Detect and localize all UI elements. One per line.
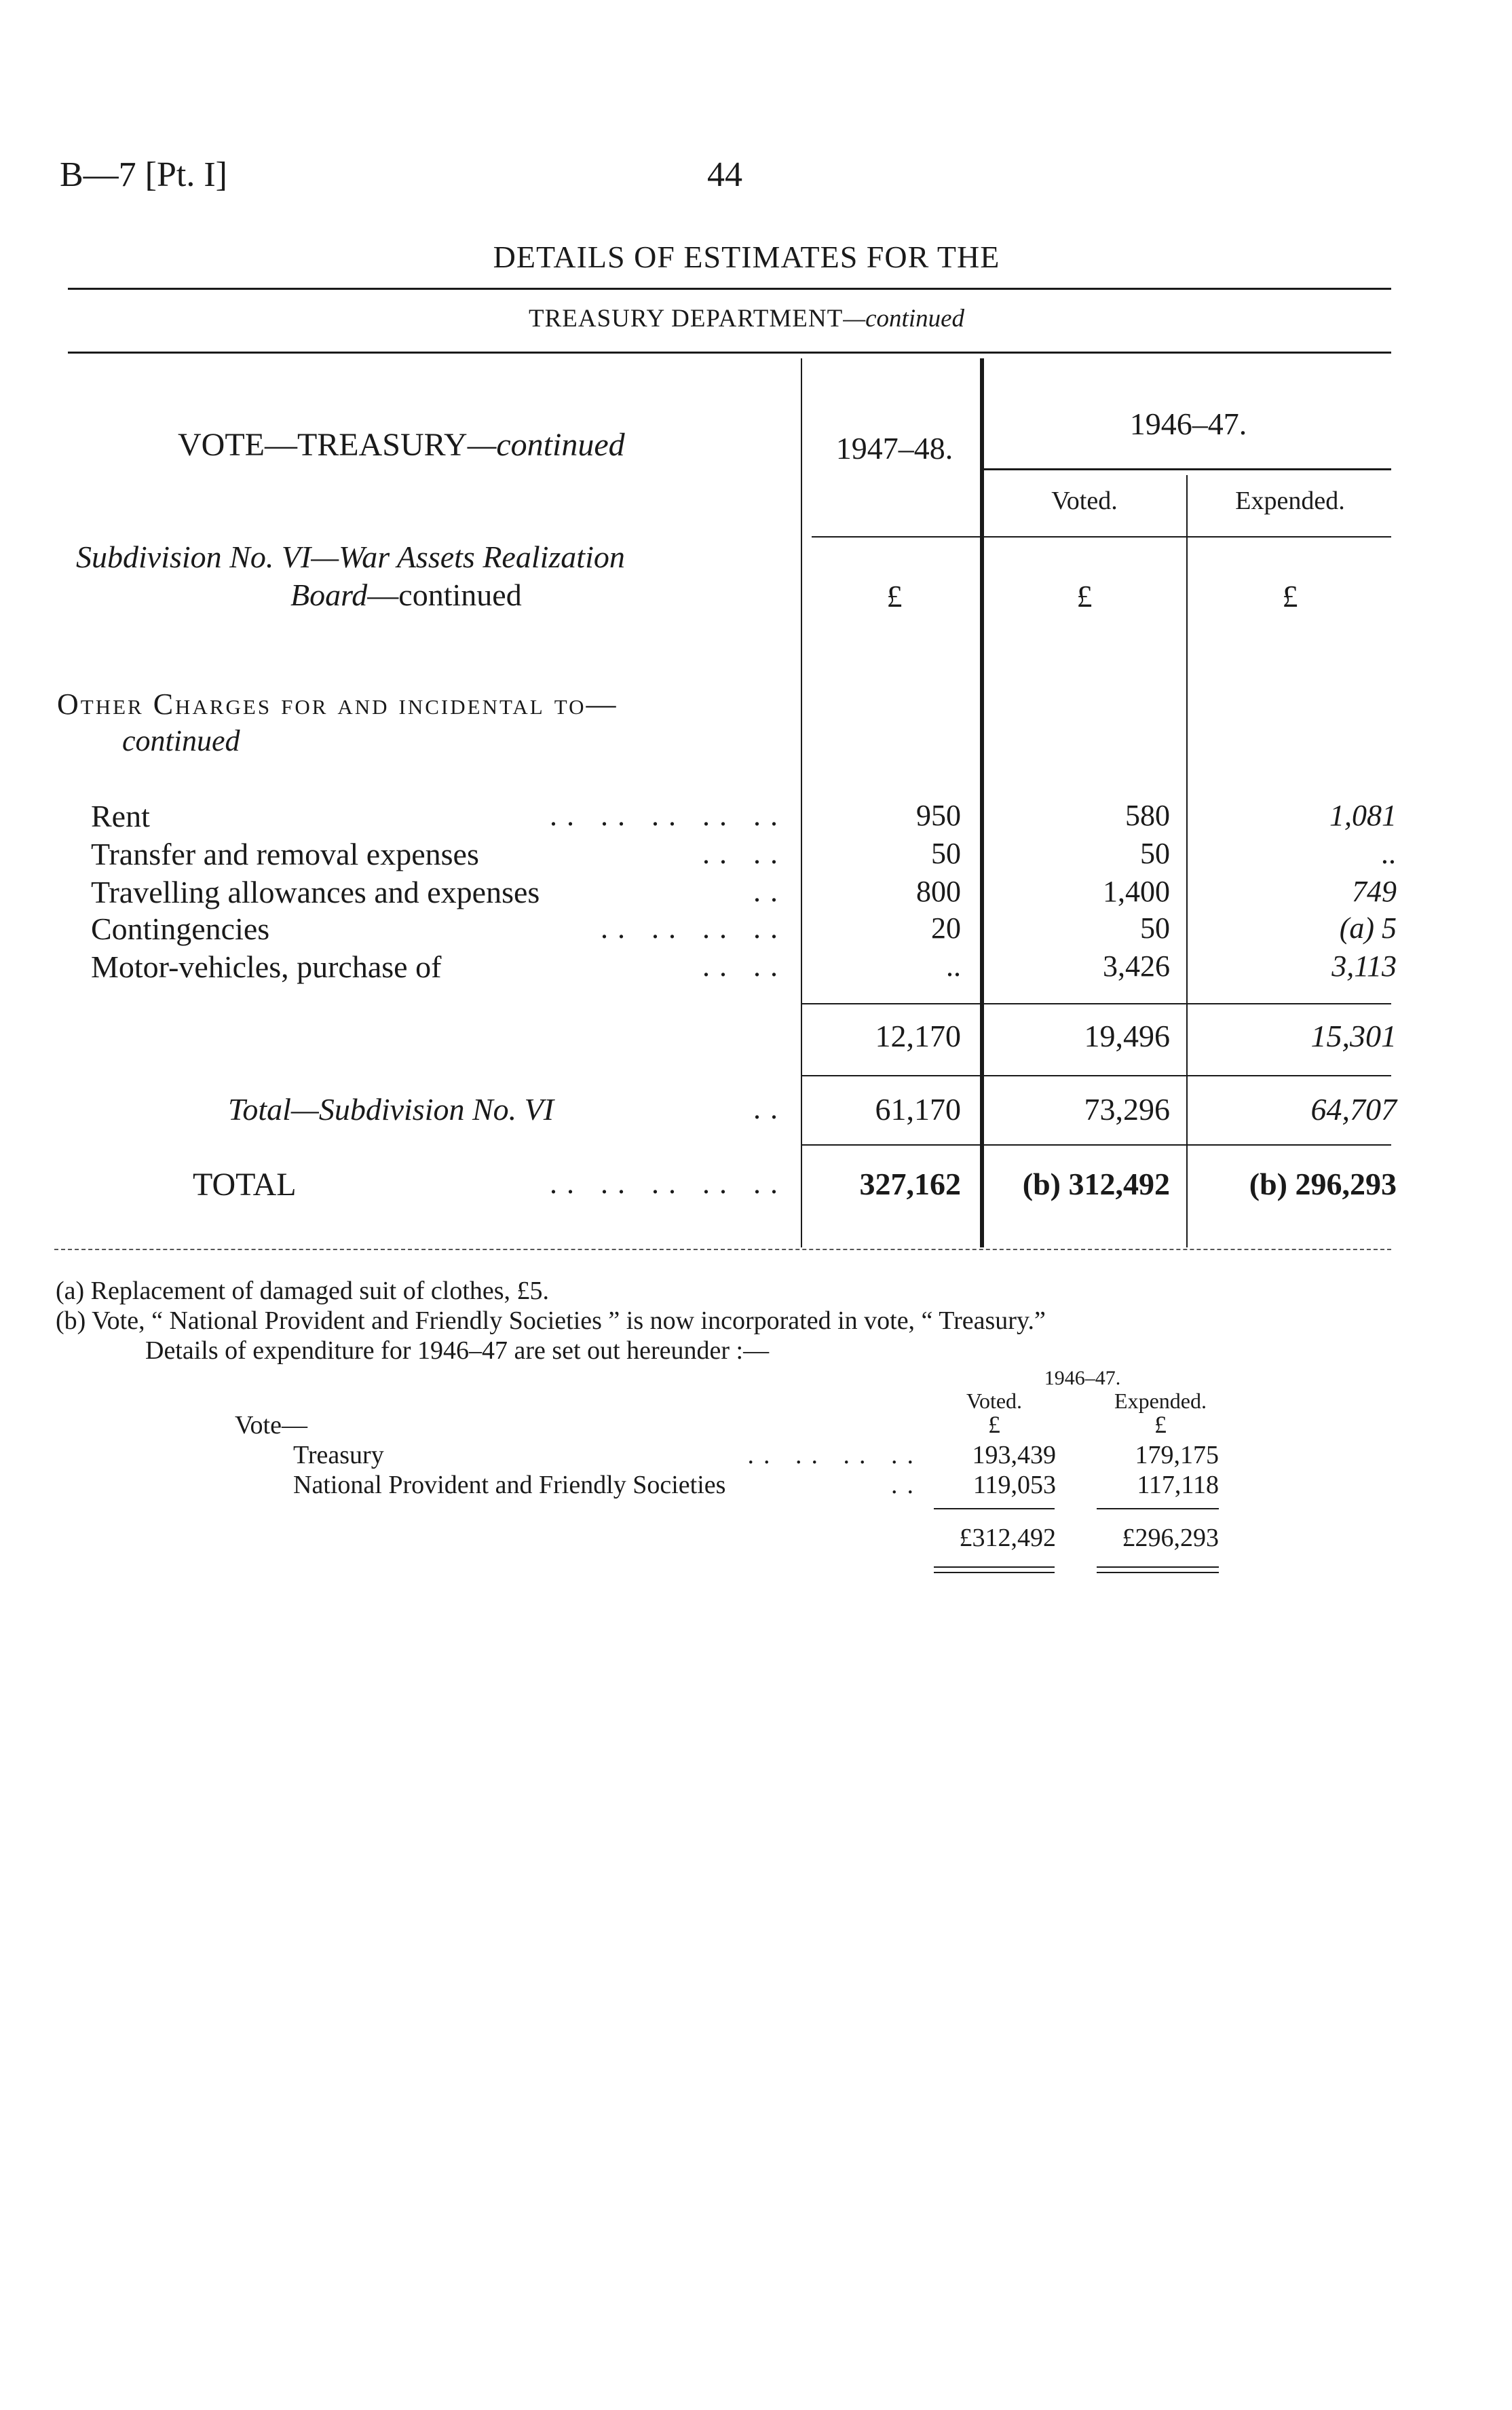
title-rule <box>68 288 1391 290</box>
row-leader: .. .. <box>702 949 787 983</box>
currency-1947: £ <box>886 579 903 614</box>
value-1947: 20 <box>931 911 961 945</box>
subtotal-rule <box>802 1003 1391 1004</box>
row-label: Treasury <box>293 1441 384 1469</box>
table-bottom-rule <box>54 1249 1391 1250</box>
subdivision-heading: Subdivision No. VI—War Assets Realization <box>76 540 625 574</box>
value-1947: .. <box>946 949 961 983</box>
other-charges-cont: continued <box>122 724 240 757</box>
value-voted: 3,426 <box>1103 949 1170 983</box>
row-leader: .. .. .. .. .. <box>550 1167 787 1200</box>
row-label: Total—Subdivision No. VI <box>228 1092 554 1127</box>
subtable-total-expended: £296,293 <box>1122 1524 1219 1552</box>
column-header-expended: Expended. <box>1235 487 1345 515</box>
row-leader: .. .. .. .. .. <box>550 799 787 832</box>
value-1947: 950 <box>916 799 961 832</box>
value-1947: 800 <box>916 875 961 908</box>
subtotal-expended: 15,301 <box>1310 1019 1397 1053</box>
subdivision-heading-cont: Board—continued <box>290 578 522 612</box>
subtable-currency-expended: £ <box>1154 1411 1167 1438</box>
subtable-double-rule-expended-2 <box>1097 1572 1219 1573</box>
department-subtitle: TREASURY DEPARTMENT—continued <box>528 305 965 333</box>
currency-expended: £ <box>1282 579 1298 614</box>
subtable-expended-header: Expended. <box>1114 1389 1207 1413</box>
value-1947: 50 <box>931 837 961 870</box>
total-sub-expended: 64,707 <box>1310 1092 1397 1127</box>
currency-voted: £ <box>1076 579 1093 614</box>
row-label: Motor-vehicles, purchase of <box>91 949 442 984</box>
subtable-year: 1946–47. <box>1044 1367 1121 1389</box>
subtable-vote-label: Vote— <box>235 1411 307 1439</box>
column-header-1946-47: 1946–47. <box>1129 407 1247 441</box>
footnote-a: (a) Replacement of damaged suit of clothes, £5. <box>56 1277 550 1305</box>
row-label: Travelling allowances and expenses <box>91 875 540 909</box>
value-voted: 50 <box>1140 837 1170 870</box>
table-divider-label <box>801 358 802 1247</box>
value-expended: 179,175 <box>1135 1441 1219 1469</box>
row-label: Rent <box>91 799 150 833</box>
value-expended: 749 <box>1352 875 1397 908</box>
grand-total-rule <box>802 1144 1391 1146</box>
total-expended: (b) 296,293 <box>1249 1167 1397 1201</box>
value-expended: .. <box>1382 837 1397 870</box>
row-leader: .. <box>891 1471 923 1499</box>
header-rule-1946 <box>980 468 1391 470</box>
other-charges-heading: Other Charges for and incidental to— <box>57 688 618 721</box>
row-label: TOTAL <box>193 1167 297 1203</box>
value-expended: 117,118 <box>1137 1471 1219 1499</box>
subtable-double-rule-voted-1 <box>934 1566 1055 1568</box>
value-voted: 580 <box>1125 799 1170 832</box>
subtable-total-voted: £312,492 <box>959 1524 1056 1552</box>
value-expended: 3,113 <box>1331 949 1397 983</box>
subtable-rule-voted <box>934 1508 1055 1509</box>
subtotal-voted: 19,496 <box>1084 1019 1170 1053</box>
column-header-voted: Voted. <box>1051 487 1118 515</box>
subtable-double-rule-expended-1 <box>1097 1566 1219 1568</box>
subtotal-1947: 12,170 <box>875 1019 961 1053</box>
value-expended: 1,081 <box>1329 799 1397 832</box>
page-title: DETAILS OF ESTIMATES FOR THE <box>493 240 1000 274</box>
row-leader: .. .. .. .. <box>747 1441 923 1469</box>
total-sub-1947: 61,170 <box>875 1092 961 1127</box>
table-divider-voted <box>1186 475 1188 1247</box>
footnote-b: (b) Vote, “ National Provident and Friendly Societies ” is now incorporated in vote, “ Treasury.” <box>56 1306 1046 1335</box>
page-number: 44 <box>707 155 742 194</box>
subtitle-rule <box>68 352 1391 354</box>
row-label: Contingencies <box>91 911 270 946</box>
row-leader: .. <box>753 875 787 908</box>
column-header-1947-48: 1947–48. <box>835 431 953 466</box>
value-expended: (a) 5 <box>1339 911 1397 945</box>
total-voted: (b) 312,492 <box>1022 1167 1170 1201</box>
total-sub-rule <box>802 1075 1391 1076</box>
row-label: Transfer and removal expenses <box>91 837 479 871</box>
value-voted: 119,053 <box>972 1471 1056 1499</box>
row-leader: .. .. .. .. <box>601 911 787 945</box>
footnote-b-details: Details of expenditure for 1946–47 are set out hereunder :— <box>145 1336 770 1365</box>
row-label: National Provident and Friendly Societies <box>293 1471 726 1499</box>
total-1947: 327,162 <box>859 1167 961 1201</box>
value-voted: 50 <box>1140 911 1170 945</box>
subtable-double-rule-voted-2 <box>934 1572 1055 1573</box>
row-leader: .. <box>753 1092 787 1125</box>
document-reference: B—7 [Pt. I] <box>60 155 227 194</box>
row-leader: .. .. <box>702 837 787 870</box>
subtable-currency-voted: £ <box>988 1411 1000 1438</box>
table-divider-1947 <box>980 358 984 1247</box>
subtable-voted-header: Voted. <box>966 1389 1023 1413</box>
subtable-rule-expended <box>1097 1508 1219 1509</box>
total-sub-voted: 73,296 <box>1084 1092 1170 1127</box>
vote-title: VOTE—TREASURY—continued <box>178 427 625 463</box>
value-voted: 1,400 <box>1103 875 1170 908</box>
header-rule-currency <box>812 536 1391 538</box>
value-voted: 193,439 <box>972 1441 1056 1469</box>
